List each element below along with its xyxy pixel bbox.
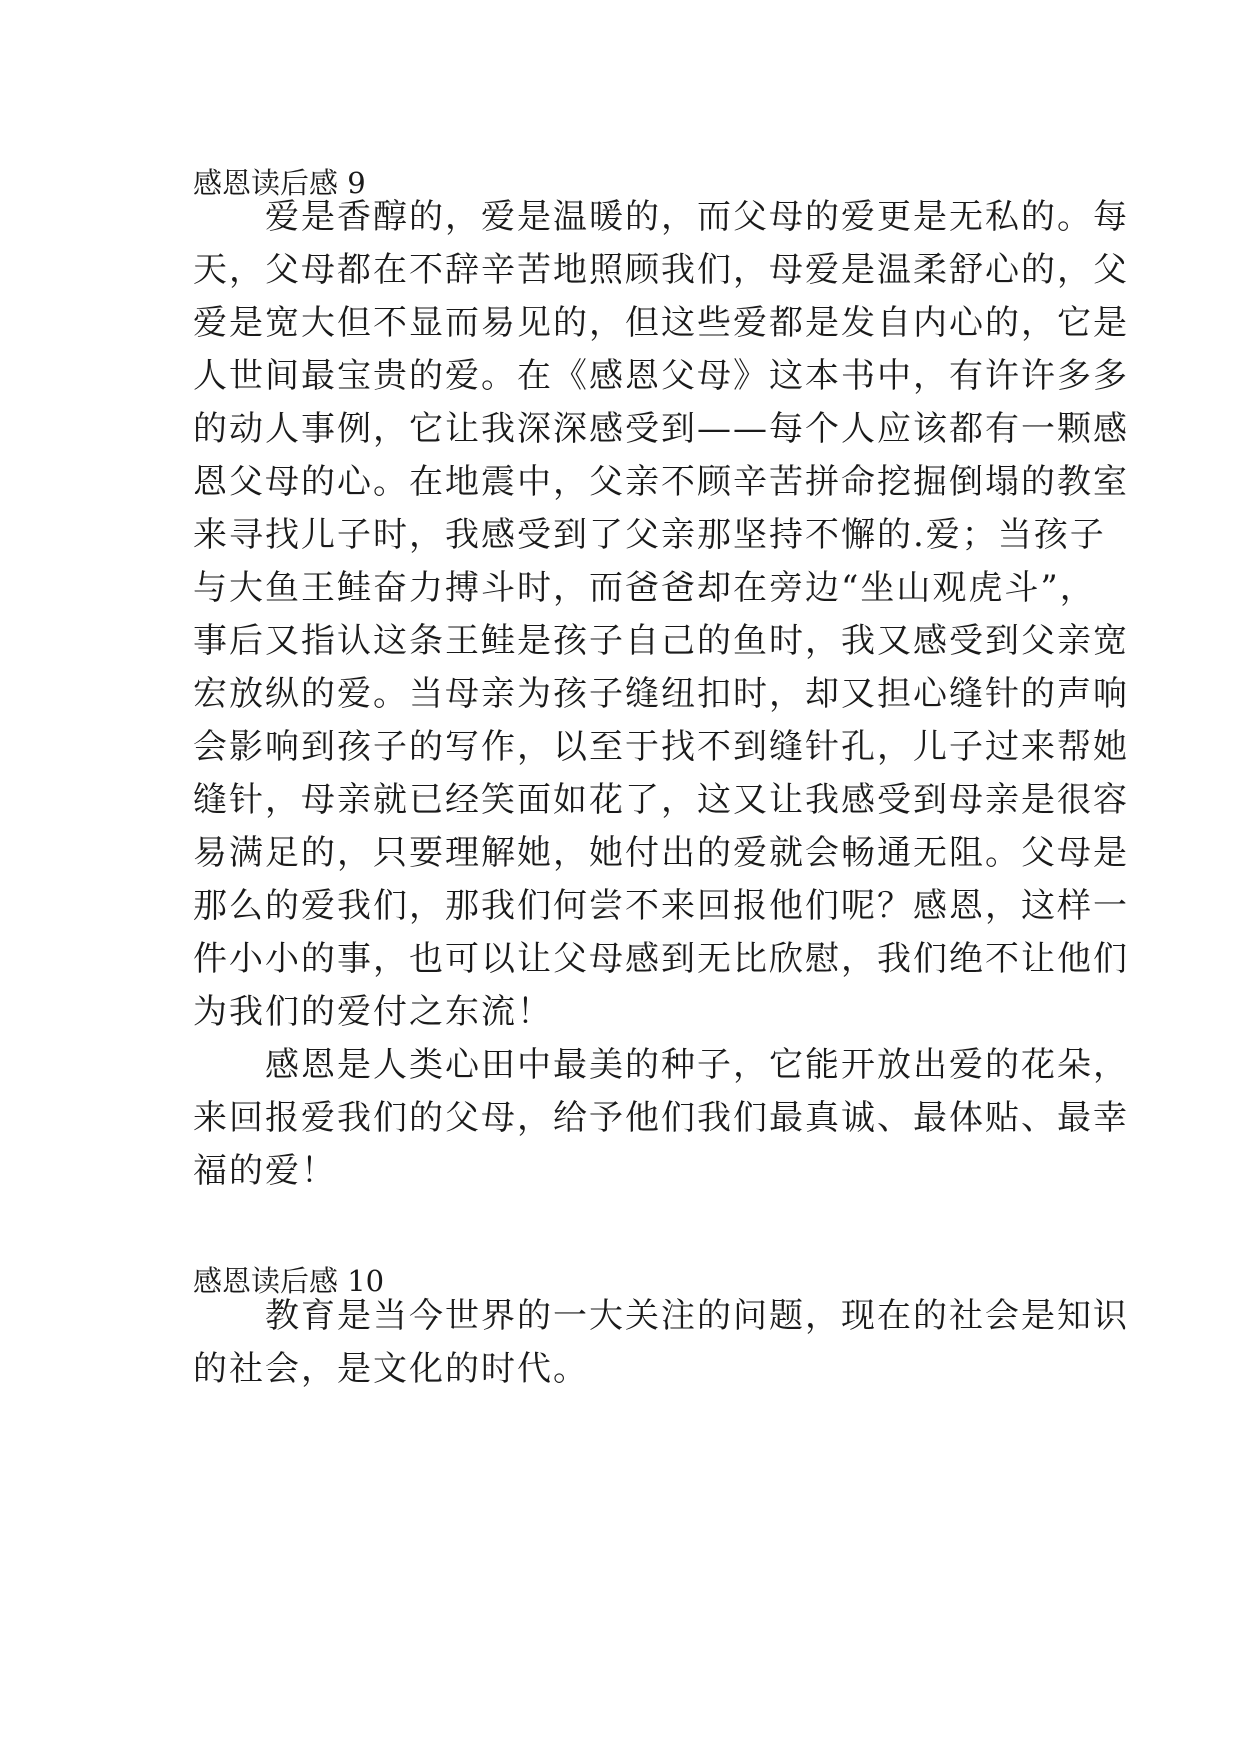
paragraph-line: 与大鱼王鲑奋力搏斗时，而爸爸却在旁边“坐山观虎斗”， [193, 568, 1096, 608]
paragraph-line: 那么的爱我们，那我们何尝不来回报他们呢？感恩，这样一 [193, 886, 1129, 926]
paragraph-line: 事后又指认这条王鲑是孩子自己的鱼时，我又感受到父亲宽 [193, 621, 1129, 661]
paragraph-line: 恩父母的心。在地震中，父亲不顾辛苦拼命挖掘倒塌的教室 [193, 462, 1129, 502]
paragraph-line: 的动人事例，它让我深深感受到——每个人应该都有一颗感 [193, 409, 1129, 449]
paragraph-line: 来寻找儿子时，我感受到了父亲那坚持不懈的.爱；当孩子 [193, 515, 1106, 555]
paragraph-line: 件小小的事，也可以让父母感到无比欣慰，我们绝不让他们 [193, 939, 1129, 979]
paragraph-line: 宏放纵的爱。当母亲为孩子缝纽扣时，却又担心缝针的声响 [193, 674, 1129, 714]
paragraph-line: 易满足的，只要理解她，她付出的爱就会畅通无阻。父母是 [193, 833, 1129, 873]
section-title-10: 感恩读后感 10 [193, 1264, 385, 1298]
paragraph-line: 缝针，母亲就已经笑面如花了，这又让我感受到母亲是很容 [193, 780, 1129, 820]
paragraph-line: 人世间最宝贵的爱。在《感恩父母》这本书中，有许许多多 [193, 356, 1129, 396]
paragraph-line: 爱是宽大但不显而易见的，但这些爱都是发自内心的，它是 [193, 303, 1129, 343]
paragraph-line: 爱是香醇的，爱是温暖的，而父母的爱更是无私的。每 [193, 197, 1129, 237]
paragraph-line: 福的爱！ [193, 1151, 337, 1191]
paragraph-line: 教育是当今世界的一大关注的问题，现在的社会是知识 [193, 1296, 1129, 1336]
paragraph-line: 来回报爱我们的父母，给予他们我们最真诚、最体贴、最幸 [193, 1098, 1129, 1138]
paragraph-line: 会影响到孩子的写作，以至于找不到缝针孔，儿子过来帮她 [193, 727, 1129, 767]
paragraph-line: 为我们的爱付之东流！ [193, 992, 553, 1032]
section-title-9: 感恩读后感 9 [193, 166, 366, 200]
paragraph-line: 的社会，是文化的时代。 [193, 1349, 589, 1389]
paragraph-line: 天，父母都在不辞辛苦地照顾我们，母爱是温柔舒心的，父 [193, 250, 1129, 290]
paragraph-line: 感恩是人类心田中最美的种子，它能开放出爱的花朵， [193, 1045, 1129, 1085]
